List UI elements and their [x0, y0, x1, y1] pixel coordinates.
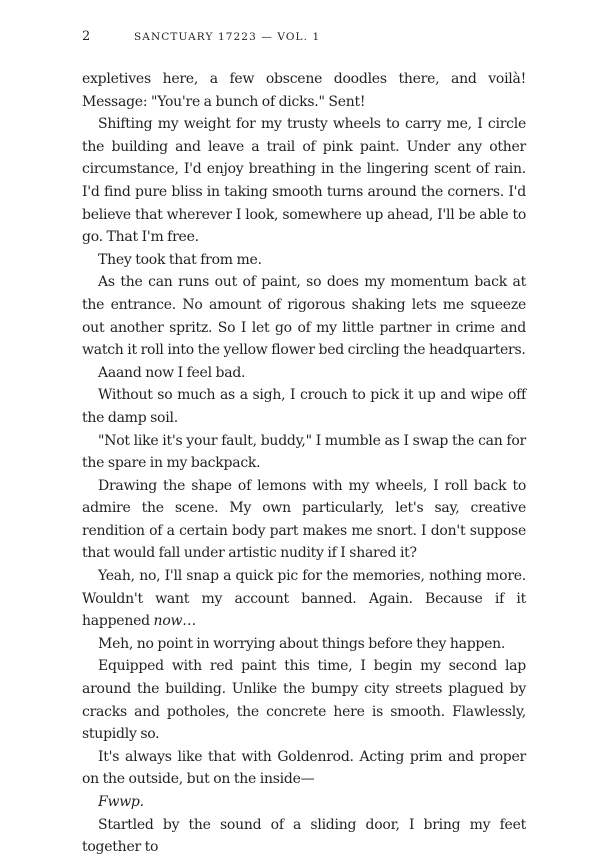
paragraph-text: expletives here, a few obscene doodles there, and voilà! Message: "You're a bunch of dicks." Sent! — [82, 71, 526, 110]
paragraph-text: Drawing the shape of lemons with my wheels, I roll back to admire the scene. My own particularly, let's say, creative rendition of a certain body part makes me snort. I don't suppose that would fall under artistic nudity if I shared it? — [82, 477, 526, 562]
paragraph-text: They took that from me. — [98, 251, 262, 268]
paragraph-text: It's always like that with Goldenrod. Acting prim and proper on the outside, but on the inside— — [82, 748, 526, 788]
page-number: 2 — [82, 29, 91, 44]
running-head: SANCTUARY 17223 — VOL. 1 — [134, 31, 321, 43]
paragraph-text: "Not like it's your fault, buddy," I mumble as I swap the can for the spare in my backpack. — [82, 432, 526, 472]
paragraph — [82, 655, 526, 745]
paragraph — [82, 384, 526, 429]
paragraph — [82, 249, 526, 272]
paragraph — [82, 430, 526, 475]
paragraph-text: Without so much as a sigh, I crouch to pick it up and wipe off the damp soil. — [82, 387, 526, 426]
paragraph — [82, 746, 526, 791]
paragraph — [82, 68, 526, 113]
page-header — [82, 29, 320, 47]
paragraph-text: Meh, no point in worrying about things before they happen. — [98, 635, 506, 652]
paragraph — [82, 271, 526, 361]
paragraph-text: Yeah, no, I'll snap a quick pic for the memories, nothing more. Wouldn't want my account banned. Again. Because if it happened — [82, 568, 526, 630]
paragraph-text: Equipped with red paint this time, I begin my second lap around the building. Unlike the bumpy city streets plagued by cracks and potholes, the concrete here is smooth. Flawlessly, stupidly so. — [82, 658, 526, 743]
paragraph — [82, 814, 526, 859]
paragraph-text: Aaand now I feel bad. — [98, 364, 246, 381]
paragraph — [82, 791, 526, 814]
paragraph-text: Shifting my weight for my trusty wheels to carry me, I circle the building and leave a trail of pink paint. Under any other circumstance, I'd enjoy breathing in the lingering scent of rain. I'd find pure bliss in taking smooth turns around the corners. I'd believe that wherever I look, somewhere up ahead, I'll be able to go. That I'm free. — [82, 116, 526, 246]
paragraph — [82, 565, 526, 633]
paragraph — [82, 633, 526, 656]
paragraph-italic-text: Fwwp. — [98, 794, 144, 810]
paragraph-text: As the can runs out of paint, so does my momentum back at the entrance. No amount of rigorous shaking lets me squeeze out another spritz. So I let go of my little partner in crime and watch it roll into the yellow flower bed circling the headquarters. — [82, 274, 526, 359]
paragraph — [82, 113, 526, 249]
paragraph — [82, 475, 526, 565]
paragraph-italic-text: now… — [153, 613, 196, 630]
body-text — [82, 68, 526, 859]
paragraph — [82, 362, 526, 385]
paragraph-text: Startled by the sound of a sliding door, I bring my feet together to — [82, 816, 526, 856]
